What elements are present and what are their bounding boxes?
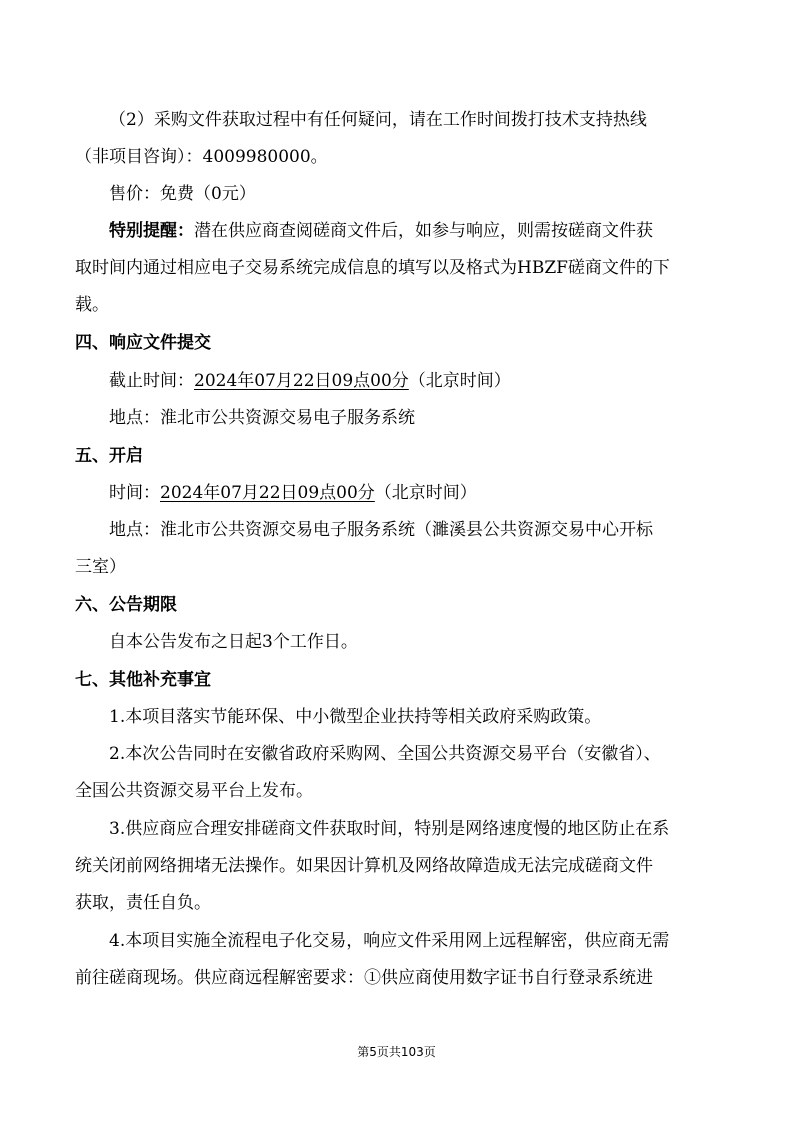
reminder-text: 潜在供应商查阅磋商文件后，如参与响应，则需按磋商文件获: [194, 221, 653, 241]
item-2-line-1: 2.本次公告同时在安徽省政府采购网、全国公共资源交易平台（安徽省）、: [109, 744, 661, 764]
time-suffix: （北京时间）: [374, 483, 477, 503]
opening-location-line-2: 三室）: [75, 557, 126, 577]
section-5-heading: 五、开启: [75, 446, 143, 466]
section-6-heading: 六、公告期限: [75, 595, 177, 615]
reminder-line-1: [109, 220, 653, 242]
reminder-line-2: 取时间内通过相应电子交易系统完成信息的填写以及格式为HBZF磋商文件的下: [75, 258, 670, 278]
deadline-label: 截止时间：: [109, 371, 194, 391]
item-3-line-2: 统关闭前网络拥堵无法操作。如果因计算机及网络故障造成无法完成磋商文件: [75, 856, 653, 876]
purchase-note-2-line-1: （2）采购文件获取过程中有任何疑问，请在工作时间拨打技术支持热线: [109, 110, 647, 130]
deadline-suffix: （北京时间）: [408, 371, 511, 391]
item-3-line-1: 3.供应商应合理安排磋商文件获取时间，特别是网络速度慢的地区防止在系: [109, 819, 670, 839]
submission-location: 地点：淮北市公共资源交易电子服务系统: [109, 408, 415, 428]
item-3-line-3: 获取，责任自负。: [75, 893, 211, 913]
purchase-note-2-line-2: （非项目咨询）：4009980000。: [75, 147, 328, 167]
section-7-heading: 七、其他补充事宜: [75, 670, 211, 690]
time-label: 时间：: [109, 483, 160, 503]
deadline-value: 2024年07月22日09点00分: [194, 371, 409, 391]
item-4-line-1: 4.本项目实施全流程电子化交易，响应文件采用网上远程解密，供应商无需: [109, 931, 670, 951]
price-line: 售价：免费（0元）: [109, 184, 256, 204]
item-2-line-2: 全国公共资源交易平台上发布。: [75, 781, 313, 801]
submission-deadline: [109, 370, 511, 392]
section-4-heading: 四、响应文件提交: [75, 333, 211, 353]
opening-time: [109, 482, 477, 504]
announcement-period: 自本公告发布之日起3个工作日。: [109, 632, 358, 652]
reminder-line-3: 载。: [75, 295, 109, 315]
opening-location-line-1: 地点：淮北市公共资源交易电子服务系统（濉溪县公共资源交易中心开标: [109, 520, 653, 540]
reminder-label: 特别提醒：: [109, 221, 194, 241]
time-value: 2024年07月22日09点00分: [160, 483, 375, 503]
page-number: 第5页共103页: [357, 1045, 436, 1059]
item-1: 1.本项目落实节能环保、中小微型企业扶持等相关政府采购政策。: [109, 707, 602, 727]
item-4-line-2: 前往磋商现场。供应商远程解密要求：①供应商使用数字证书自行登录系统进: [75, 968, 653, 988]
